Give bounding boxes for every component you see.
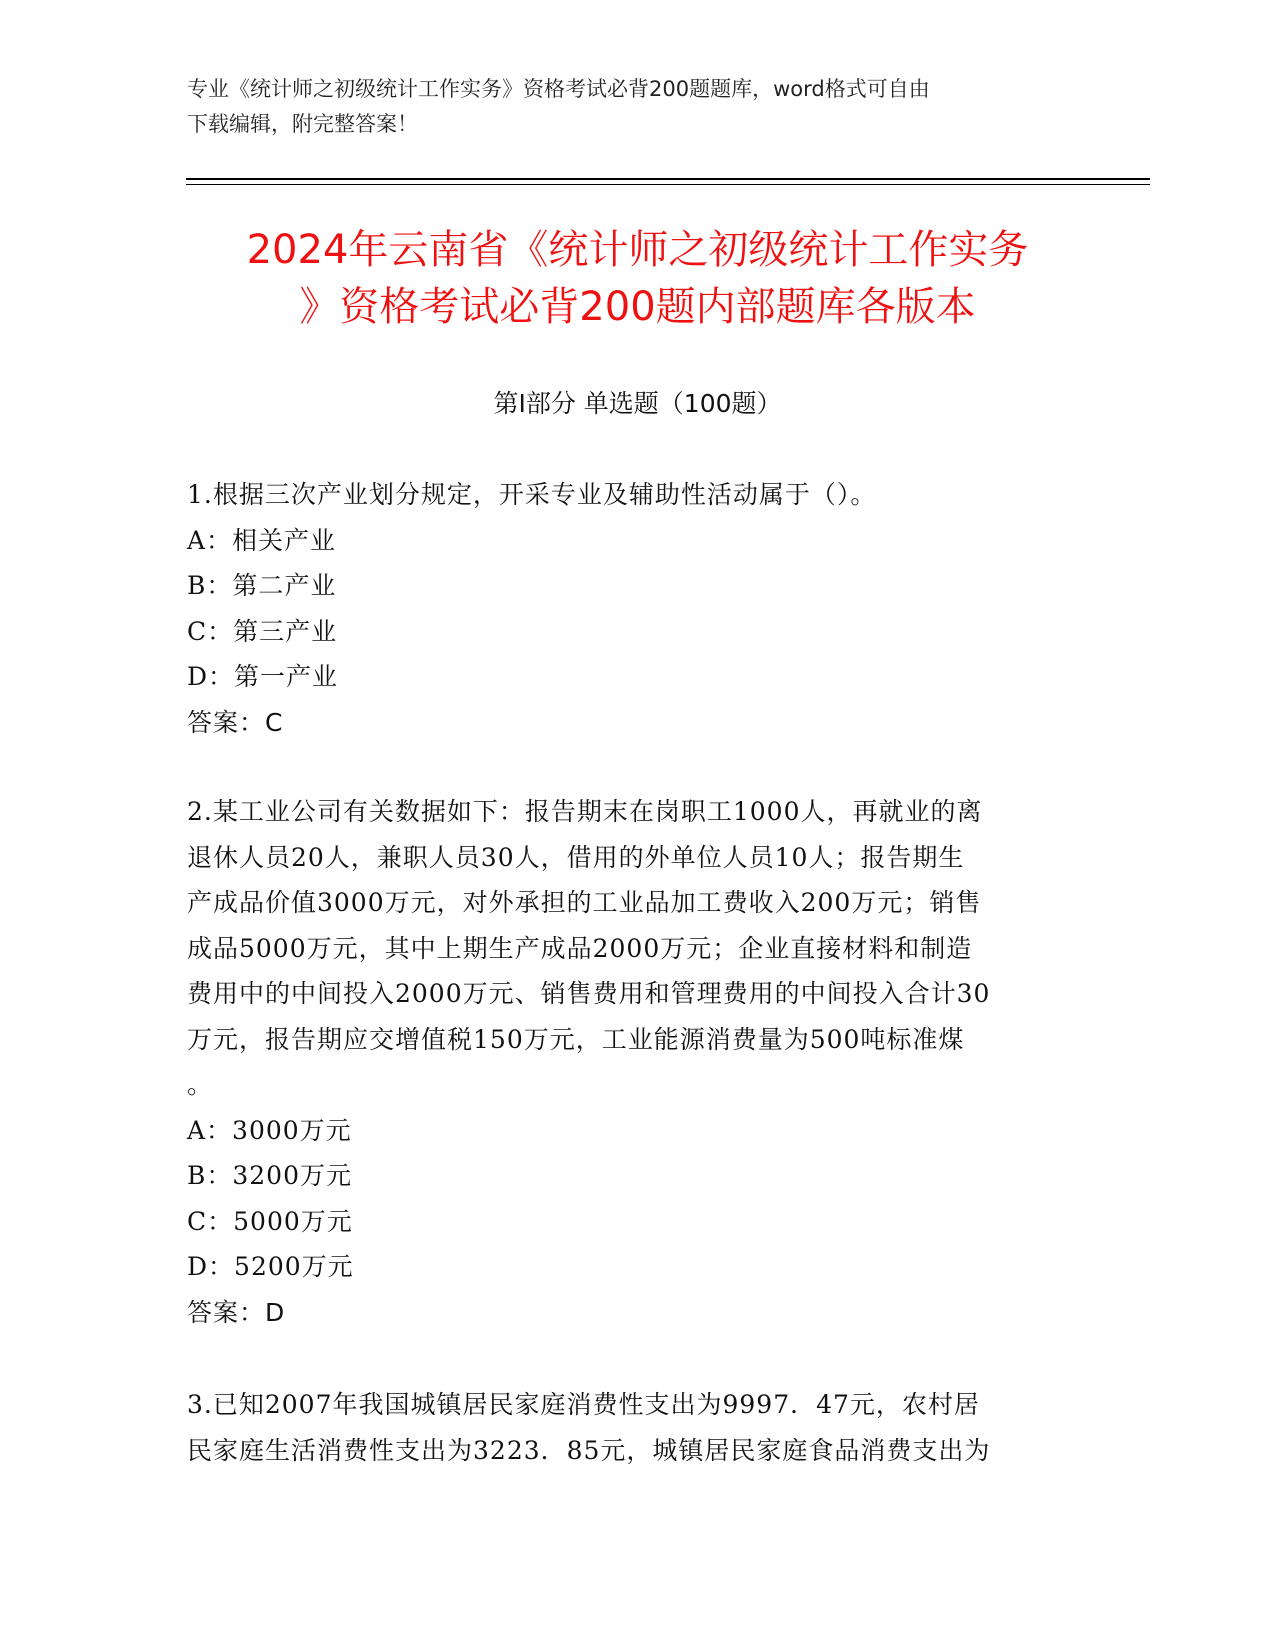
question-stem-line: 退休人员20人，兼职人员30人，借用的外单位人员10人；报告期生 [187, 842, 965, 872]
question-3 [187, 1382, 1087, 1473]
header-note [187, 72, 1087, 142]
option-d: D：第一产业 [187, 662, 339, 691]
option-c: C：5000万元 [187, 1206, 353, 1236]
question-2 [187, 789, 1087, 1335]
answer: 答案：D [187, 1297, 286, 1327]
question-stem-line: 民家庭生活消费性支出为3223．85元，城镇居民家庭食品消费支出为 [187, 1435, 991, 1465]
option-b: B：第二产业 [187, 571, 337, 600]
question-stem-line: 产成品价值3000万元，对外承担的工业品加工费收入200万元；销售 [187, 888, 982, 917]
header-note-line-2: 下载编辑，附完整答案！ [187, 112, 418, 136]
question-1 [187, 472, 1087, 745]
option-a: A：相关产业 [187, 525, 337, 555]
header-rule-thin [186, 184, 1150, 185]
question-stem-line: 2.某工业公司有关数据如下：报告期末在岗职工1000人，再就业的离 [187, 797, 983, 826]
option-b: B：3200万元 [187, 1161, 352, 1190]
header-rule-thick [186, 178, 1150, 180]
document-title-line-2: 》资格考试必背200题内部题库各版本 [299, 284, 976, 330]
option-d: D：5200万元 [187, 1252, 354, 1281]
question-stem-line: 万元，报告期应交增值税150万元，工业能源消费量为500吨标准煤 [187, 1024, 965, 1054]
document-title [150, 222, 1125, 336]
option-a: A：3000万元 [187, 1115, 352, 1145]
answer: 答案：C [187, 707, 284, 737]
question-stem-line: 成品5000万元，其中上期生产成品2000万元；企业直接材料和制造 [187, 933, 973, 963]
question-stem-line: 费用中的中间投入2000万元、销售费用和管理费用的中间投入合计30 [187, 979, 991, 1008]
question-stem: 1.根据三次产业划分规定，开采专业及辅助性活动属于（）。 [187, 480, 877, 509]
header-note-line-1: 专业《统计师之初级统计工作实务》资格考试必背200题题库，word格式可自由 [187, 77, 930, 101]
option-c: C：第三产业 [187, 616, 338, 646]
document-title-line-1: 2024年云南省《统计师之初级统计工作实务 [246, 227, 1029, 273]
section-heading: 第I部分 单选题（100题） [493, 389, 782, 418]
question-stem-line: 3.已知2007年我国城镇居民家庭消费性支出为9997．47元，农村居 [187, 1390, 980, 1419]
question-stem-line: 。 [187, 1070, 214, 1099]
